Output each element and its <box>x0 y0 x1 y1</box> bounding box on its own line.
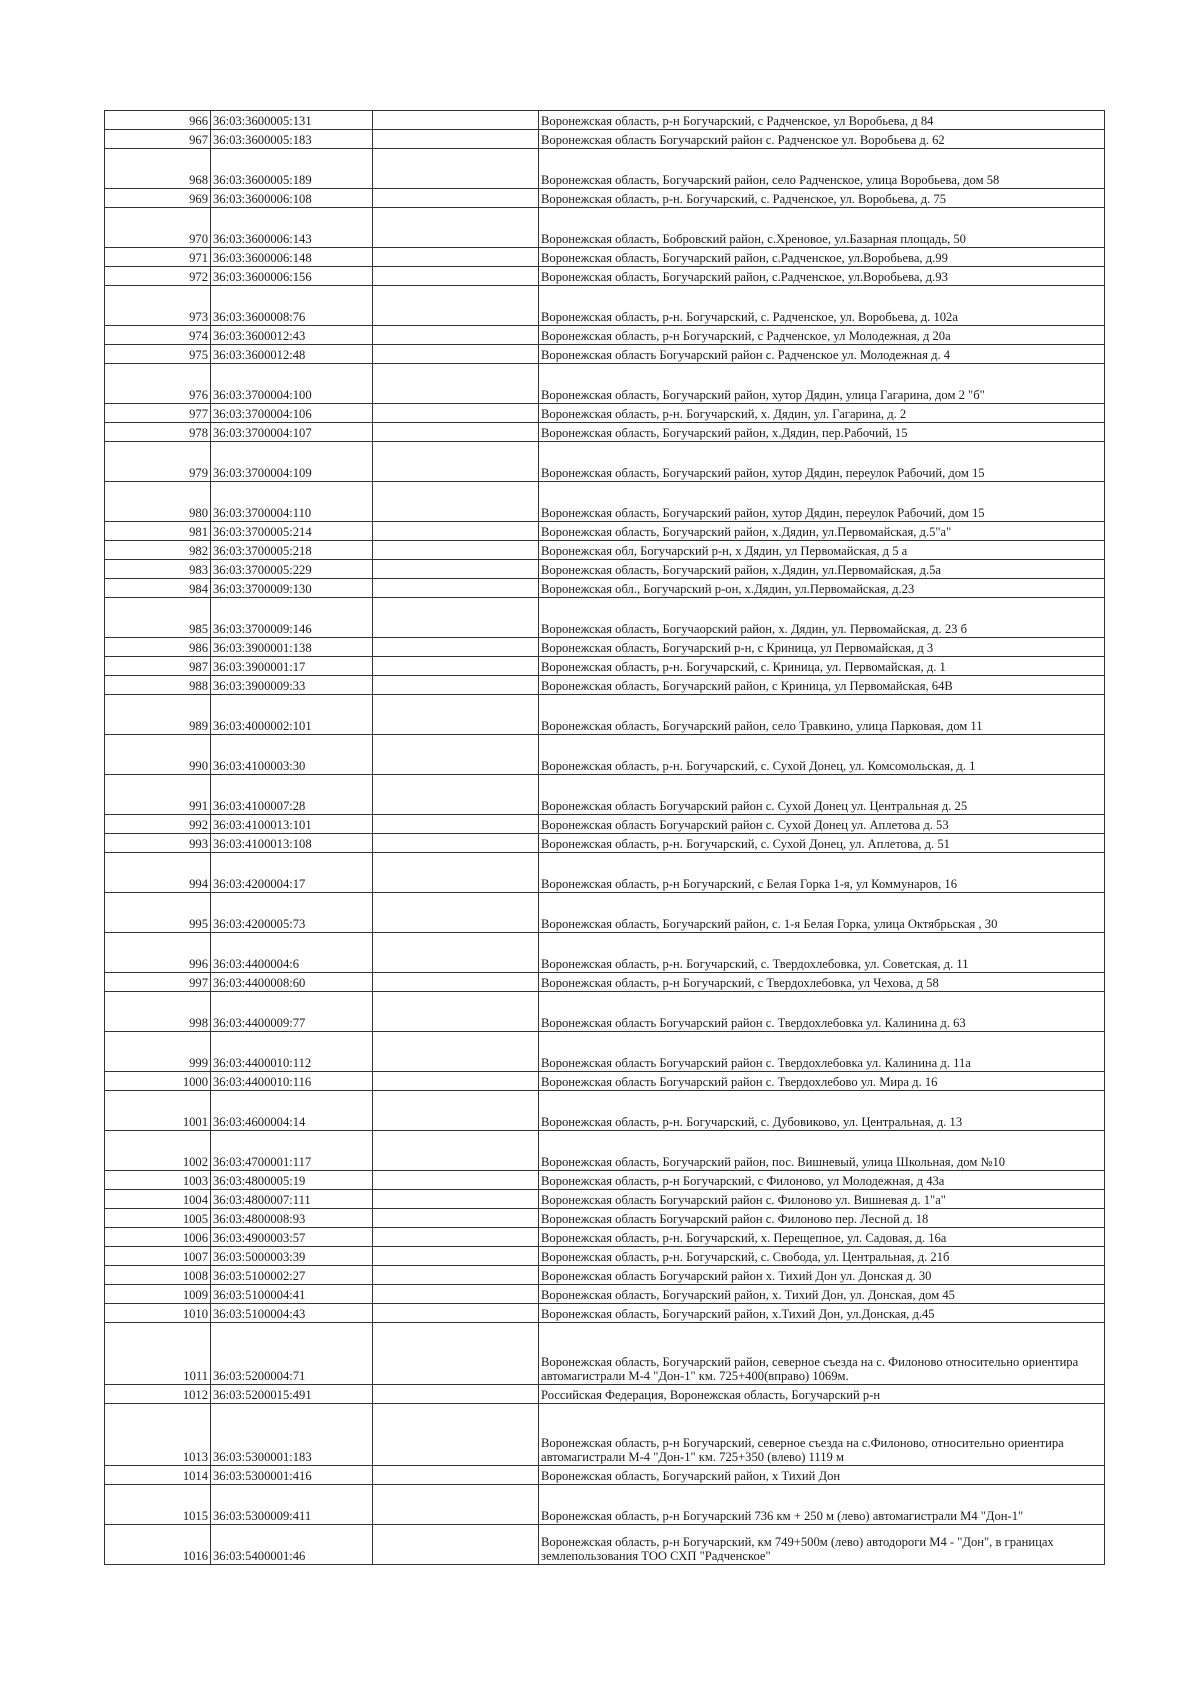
empty-cell <box>373 1466 539 1485</box>
table-row <box>105 442 1105 482</box>
address-cell: Воронежская область, Богучаорский район, х. Дядин, ул. Первомайская, д. 23 б <box>539 598 1105 638</box>
address-cell: Воронежская область Богучарский район с. Твердохлебово ул. Мира д. 16 <box>539 1072 1105 1091</box>
cadastral-number-cell: 36:03:4400010:112 <box>211 1032 373 1072</box>
table-row <box>105 676 1105 695</box>
address-cell: Воронежская область, Богучарский район, с Криница, ул Первомайская, 64В <box>539 676 1105 695</box>
table-row <box>105 1131 1105 1171</box>
table-row <box>105 1228 1105 1247</box>
cadastral-number-cell: 36:03:5300001:416 <box>211 1466 373 1485</box>
row-number-cell: 1012 <box>105 1385 211 1404</box>
table-row <box>105 404 1105 423</box>
cadastral-number-cell: 36:03:3700009:130 <box>211 579 373 598</box>
address-cell: Воронежская область, Богучарский район, с. 1-я Белая Горка, улица Октябрьская , 30 <box>539 893 1105 933</box>
cadastral-number-cell: 36:03:3600006:148 <box>211 248 373 267</box>
empty-cell <box>373 130 539 149</box>
cadastral-number-cell: 36:03:5300009:411 <box>211 1485 373 1525</box>
empty-cell <box>373 638 539 657</box>
address-cell: Воронежская область, р-н. Богучарский, с. Дубовиково, ул. Центральная, д. 13 <box>539 1091 1105 1131</box>
cadastral-number-cell: 36:03:5100004:41 <box>211 1285 373 1304</box>
row-number-cell: 976 <box>105 364 211 404</box>
empty-cell <box>373 1131 539 1171</box>
empty-cell <box>373 893 539 933</box>
address-cell: Воронежская область Богучарский район с. Твердохлебовка ул. Калинина д. 11а <box>539 1032 1105 1072</box>
row-number-cell: 980 <box>105 482 211 522</box>
cadastral-number-cell: 36:03:3900001:138 <box>211 638 373 657</box>
land-plots-table <box>104 110 1105 1565</box>
table-row <box>105 1285 1105 1304</box>
cadastral-number-cell: 36:03:3700004:110 <box>211 482 373 522</box>
address-cell: Воронежская область, Богучарский район, с.Радченское, ул.Воробьева, д.99 <box>539 248 1105 267</box>
cadastral-number-cell: 36:03:4400009:77 <box>211 992 373 1032</box>
table-row <box>105 853 1105 893</box>
row-number-cell: 984 <box>105 579 211 598</box>
row-number-cell: 970 <box>105 208 211 248</box>
address-cell: Воронежская область, Богучарский район, х. Тихий Дон, ул. Донская, дом 45 <box>539 1285 1105 1304</box>
cadastral-number-cell: 36:03:3700005:214 <box>211 522 373 541</box>
cadastral-number-cell: 36:03:4800008:93 <box>211 1209 373 1228</box>
table-row <box>105 541 1105 560</box>
row-number-cell: 997 <box>105 973 211 992</box>
row-number-cell: 995 <box>105 893 211 933</box>
empty-cell <box>373 149 539 189</box>
table-row <box>105 695 1105 735</box>
cadastral-number-cell: 36:03:3900001:17 <box>211 657 373 676</box>
cadastral-number-cell: 36:03:3600006:156 <box>211 267 373 286</box>
empty-cell <box>373 111 539 130</box>
row-number-cell: 966 <box>105 111 211 130</box>
table-row <box>105 326 1105 345</box>
cadastral-number-cell: 36:03:5400001:46 <box>211 1525 373 1565</box>
empty-cell <box>373 1285 539 1304</box>
table-row <box>105 267 1105 286</box>
address-cell: Воронежская область, р-н Богучарский, км 749+500м (лево) автодороги М4 - "Дон", в границах землепользования ТОО СХП "Радченское" <box>539 1525 1105 1565</box>
empty-cell <box>373 598 539 638</box>
empty-cell <box>373 404 539 423</box>
address-cell: Воронежская область, Богучарский район, х.Дядин, ул.Первомайская, д.5"а" <box>539 522 1105 541</box>
row-number-cell: 1001 <box>105 1091 211 1131</box>
row-number-cell: 994 <box>105 853 211 893</box>
row-number-cell: 967 <box>105 130 211 149</box>
table-row <box>105 933 1105 973</box>
address-cell: Воронежская область, р-н Богучарский, с Радченское, ул Молодежная, д 20а <box>539 326 1105 345</box>
table-row <box>105 973 1105 992</box>
row-number-cell: 1005 <box>105 1209 211 1228</box>
empty-cell <box>373 423 539 442</box>
empty-cell <box>373 657 539 676</box>
row-number-cell: 1007 <box>105 1247 211 1266</box>
cadastral-number-cell: 36:03:4900003:57 <box>211 1228 373 1247</box>
row-number-cell: 981 <box>105 522 211 541</box>
cadastral-number-cell: 36:03:5300001:183 <box>211 1404 373 1466</box>
cadastral-number-cell: 36:03:4800005:19 <box>211 1171 373 1190</box>
empty-cell <box>373 1304 539 1323</box>
row-number-cell: 1014 <box>105 1466 211 1485</box>
cadastral-number-cell: 36:03:5200004:71 <box>211 1323 373 1385</box>
row-number-cell: 1011 <box>105 1323 211 1385</box>
address-cell: Воронежская область Богучарский район с. Радченское ул. Молодежная д. 4 <box>539 345 1105 364</box>
empty-cell <box>373 364 539 404</box>
row-number-cell: 1010 <box>105 1304 211 1323</box>
row-number-cell: 985 <box>105 598 211 638</box>
cadastral-number-cell: 36:03:3900009:33 <box>211 676 373 695</box>
cadastral-number-cell: 36:03:4400004:6 <box>211 933 373 973</box>
address-cell: Воронежская область, р-н Богучарский, с Радченское, ул Воробьева, д 84 <box>539 111 1105 130</box>
address-cell: Воронежская область, Богучарский район, с.Радченское, ул.Воробьева, д.93 <box>539 267 1105 286</box>
address-cell: Воронежская область, Богучарский район, хутор Дядин, улица Гагарина, дом 2 "б" <box>539 364 1105 404</box>
row-number-cell: 1000 <box>105 1072 211 1091</box>
cadastral-number-cell: 36:03:4400010:116 <box>211 1072 373 1091</box>
row-number-cell: 1006 <box>105 1228 211 1247</box>
row-number-cell: 975 <box>105 345 211 364</box>
address-cell: Воронежская область Богучарский район с. Филоново ул. Вишневая д. 1"а" <box>539 1190 1105 1209</box>
table-row <box>105 834 1105 853</box>
cadastral-number-cell: 36:03:3600005:131 <box>211 111 373 130</box>
cadastral-number-cell: 36:03:5100004:43 <box>211 1304 373 1323</box>
table-row <box>105 657 1105 676</box>
empty-cell <box>373 735 539 775</box>
table-row <box>105 208 1105 248</box>
table-row <box>105 815 1105 834</box>
address-cell: Воронежская область, р-н. Богучарский, с. Твердохлебовка, ул. Советская, д. 11 <box>539 933 1105 973</box>
row-number-cell: 1016 <box>105 1525 211 1565</box>
cadastral-number-cell: 36:03:5200015:491 <box>211 1385 373 1404</box>
row-number-cell: 989 <box>105 695 211 735</box>
address-cell: Воронежская область Богучарский район с. Сухой Донец ул. Центральная д. 25 <box>539 775 1105 815</box>
address-cell: Воронежская область, Богучарский район, пос. Вишневый, улица Школьная, дом №10 <box>539 1131 1105 1171</box>
table-row <box>105 149 1105 189</box>
empty-cell <box>373 933 539 973</box>
table-row <box>105 189 1105 208</box>
address-cell: Воронежская область, Богучарский район, х.Дядин, пер.Рабочий, 15 <box>539 423 1105 442</box>
empty-cell <box>373 853 539 893</box>
cadastral-number-cell: 36:03:3600012:48 <box>211 345 373 364</box>
cadastral-number-cell: 36:03:5100002:27 <box>211 1266 373 1285</box>
empty-cell <box>373 1323 539 1385</box>
cadastral-number-cell: 36:03:3600012:43 <box>211 326 373 345</box>
row-number-cell: 986 <box>105 638 211 657</box>
cadastral-number-cell: 36:03:4700001:117 <box>211 1131 373 1171</box>
address-cell: Воронежская область Богучарский район с. Сухой Донец ул. Аплетова д. 53 <box>539 815 1105 834</box>
cadastral-number-cell: 36:03:5000003:39 <box>211 1247 373 1266</box>
empty-cell <box>373 442 539 482</box>
address-cell: Воронежская область, р-н Богучарский, северное съезда на с.Филоново, относительно ориентира автомагистрали М-4 "Дон-1" км. 725+350 (влево) 1119 м <box>539 1404 1105 1466</box>
table-row <box>105 1209 1105 1228</box>
empty-cell <box>373 695 539 735</box>
cadastral-number-cell: 36:03:4400008:60 <box>211 973 373 992</box>
cadastral-number-cell: 36:03:4000002:101 <box>211 695 373 735</box>
table-row <box>105 345 1105 364</box>
table-row <box>105 423 1105 442</box>
row-number-cell: 968 <box>105 149 211 189</box>
empty-cell <box>373 973 539 992</box>
empty-cell <box>373 1091 539 1131</box>
address-cell: Воронежская область Богучарский район с. Радченское ул. Воробьева д. 62 <box>539 130 1105 149</box>
row-number-cell: 999 <box>105 1032 211 1072</box>
row-number-cell: 987 <box>105 657 211 676</box>
address-cell: Воронежская обл., Богучарский р-он, х.Дядин, ул.Первомайская, д.23 <box>539 579 1105 598</box>
cadastral-number-cell: 36:03:3600006:108 <box>211 189 373 208</box>
address-cell: Воронежская обл, Богучарский р-н, х Дядин, ул Первомайская, д 5 а <box>539 541 1105 560</box>
cadastral-number-cell: 36:03:3600005:183 <box>211 130 373 149</box>
empty-cell <box>373 541 539 560</box>
table-body <box>105 111 1105 1565</box>
empty-cell <box>373 1032 539 1072</box>
row-number-cell: 1003 <box>105 1171 211 1190</box>
cadastral-number-cell: 36:03:3600008:76 <box>211 286 373 326</box>
cadastral-number-cell: 36:03:4800007:111 <box>211 1190 373 1209</box>
row-number-cell: 1009 <box>105 1285 211 1304</box>
cadastral-number-cell: 36:03:4200004:17 <box>211 853 373 893</box>
empty-cell <box>373 1525 539 1565</box>
address-cell: Воронежская область, р-н. Богучарский, с. Радченское, ул. Воробьева, д. 75 <box>539 189 1105 208</box>
empty-cell <box>373 1190 539 1209</box>
table-row <box>105 992 1105 1032</box>
row-number-cell: 969 <box>105 189 211 208</box>
empty-cell <box>373 1266 539 1285</box>
empty-cell <box>373 1072 539 1091</box>
address-cell: Воронежская область, Богучарский район, х.Дядин, ул.Первомайская, д.5а <box>539 560 1105 579</box>
cadastral-number-cell: 36:03:3600005:189 <box>211 149 373 189</box>
row-number-cell: 1004 <box>105 1190 211 1209</box>
address-cell: Воронежская область, р-н Богучарский, с Твердохлебовка, ул Чехова, д 58 <box>539 973 1105 992</box>
cadastral-number-cell: 36:03:4100007:28 <box>211 775 373 815</box>
table-row <box>105 1190 1105 1209</box>
address-cell: Воронежская область, Богучарский р-н, с Криница, ул Первомайская, д 3 <box>539 638 1105 657</box>
row-number-cell: 1008 <box>105 1266 211 1285</box>
empty-cell <box>373 326 539 345</box>
table-row <box>105 286 1105 326</box>
cadastral-number-cell: 36:03:3600006:143 <box>211 208 373 248</box>
cadastral-number-cell: 36:03:4200005:73 <box>211 893 373 933</box>
table-row <box>105 579 1105 598</box>
table-row <box>105 248 1105 267</box>
table-row <box>105 598 1105 638</box>
row-number-cell: 993 <box>105 834 211 853</box>
empty-cell <box>373 482 539 522</box>
address-cell: Воронежская область, р-н. Богучарский, с. Сухой Донец, ул. Аплетова, д. 51 <box>539 834 1105 853</box>
empty-cell <box>373 775 539 815</box>
table-row <box>105 893 1105 933</box>
table-row <box>105 130 1105 149</box>
row-number-cell: 991 <box>105 775 211 815</box>
row-number-cell: 978 <box>105 423 211 442</box>
table-row <box>105 1525 1105 1565</box>
address-cell: Воронежская область Богучарский район с. Твердохлебовка ул. Калинина д. 63 <box>539 992 1105 1032</box>
empty-cell <box>373 1385 539 1404</box>
address-cell: Воронежская область, Богучарский район, село Радченское, улица Воробьева, дом 58 <box>539 149 1105 189</box>
table-row <box>105 735 1105 775</box>
address-cell: Воронежская область, р-н. Богучарский, с. Свобода, ул. Центральная, д. 21б <box>539 1247 1105 1266</box>
address-cell: Воронежская область, Богучарский район, хутор Дядин, переулок Рабочий, дом 15 <box>539 442 1105 482</box>
cadastral-number-cell: 36:03:3700004:107 <box>211 423 373 442</box>
address-cell: Воронежская область, р-н. Богучарский, х. Дядин, ул. Гагарина, д. 2 <box>539 404 1105 423</box>
address-cell: Воронежская область, Богучарский район, х Тихий Дон <box>539 1466 1105 1485</box>
address-cell: Воронежская область, Бобровский район, с.Хреновое, ул.Базарная площадь, 50 <box>539 208 1105 248</box>
row-number-cell: 1013 <box>105 1404 211 1466</box>
table-row <box>105 1072 1105 1091</box>
empty-cell <box>373 834 539 853</box>
empty-cell <box>373 1485 539 1525</box>
cadastral-number-cell: 36:03:3700004:106 <box>211 404 373 423</box>
table-row <box>105 522 1105 541</box>
empty-cell <box>373 676 539 695</box>
address-cell: Воронежская область, Богучарский район, северное съезда на с. Филоново относительно ориентира автомагистрали М-4 "Дон-1" км. 725+400(вправо) 1069м. <box>539 1323 1105 1385</box>
address-cell: Воронежская область, р-н Богучарский 736 км + 250 м (лево) автомагистрали М4 "Дон-1" <box>539 1485 1105 1525</box>
row-number-cell: 990 <box>105 735 211 775</box>
address-cell: Воронежская область, Богучарский район, х.Тихий Дон, ул.Донская, д.45 <box>539 1304 1105 1323</box>
row-number-cell: 1002 <box>105 1131 211 1171</box>
empty-cell <box>373 208 539 248</box>
table-row <box>105 560 1105 579</box>
table-row <box>105 1404 1105 1466</box>
cadastral-number-cell: 36:03:4600004:14 <box>211 1091 373 1131</box>
address-cell: Воронежская область, р-н. Богучарский, с. Криница, ул. Первомайская, д. 1 <box>539 657 1105 676</box>
row-number-cell: 972 <box>105 267 211 286</box>
table-row <box>105 364 1105 404</box>
cadastral-number-cell: 36:03:3700004:109 <box>211 442 373 482</box>
empty-cell <box>373 1404 539 1466</box>
table-row <box>105 1485 1105 1525</box>
row-number-cell: 977 <box>105 404 211 423</box>
address-cell: Воронежская область, Богучарский район, село Травкино, улица Парковая, дом 11 <box>539 695 1105 735</box>
address-cell: Воронежская область, р-н Богучарский, с Белая Горка 1-я, ул Коммунаров, 16 <box>539 853 1105 893</box>
row-number-cell: 983 <box>105 560 211 579</box>
cadastral-number-cell: 36:03:4100003:30 <box>211 735 373 775</box>
row-number-cell: 979 <box>105 442 211 482</box>
empty-cell <box>373 1228 539 1247</box>
address-cell: Воронежская область, р-н. Богучарский, с. Радченское, ул. Воробьева, д. 102а <box>539 286 1105 326</box>
cadastral-number-cell: 36:03:3700004:100 <box>211 364 373 404</box>
address-cell: Российская Федерация, Воронежская область, Богучарский р-н <box>539 1385 1105 1404</box>
address-cell: Воронежская область Богучарский район с. Филоново пер. Лесной д. 18 <box>539 1209 1105 1228</box>
address-cell: Воронежская область, р-н. Богучарский, с. Сухой Донец, ул. Комсомольская, д. 1 <box>539 735 1105 775</box>
row-number-cell: 971 <box>105 248 211 267</box>
table-row <box>105 1304 1105 1323</box>
empty-cell <box>373 267 539 286</box>
cadastral-number-cell: 36:03:4100013:108 <box>211 834 373 853</box>
cadastral-number-cell: 36:03:3700005:218 <box>211 541 373 560</box>
empty-cell <box>373 345 539 364</box>
table-row <box>105 775 1105 815</box>
row-number-cell: 1015 <box>105 1485 211 1525</box>
empty-cell <box>373 1247 539 1266</box>
table-row <box>105 1247 1105 1266</box>
cadastral-number-cell: 36:03:3700005:229 <box>211 560 373 579</box>
empty-cell <box>373 815 539 834</box>
empty-cell <box>373 1209 539 1228</box>
table-row <box>105 1466 1105 1485</box>
empty-cell <box>373 1171 539 1190</box>
empty-cell <box>373 992 539 1032</box>
table-row <box>105 638 1105 657</box>
table-row <box>105 482 1105 522</box>
table-row <box>105 1266 1105 1285</box>
empty-cell <box>373 560 539 579</box>
address-cell: Воронежская область Богучарский район х. Тихий Дон ул. Донская д. 30 <box>539 1266 1105 1285</box>
table-row <box>105 1091 1105 1131</box>
address-cell: Воронежская область, Богучарский район, хутор Дядин, переулок Рабочий, дом 15 <box>539 482 1105 522</box>
table-row <box>105 1385 1105 1404</box>
cadastral-number-cell: 36:03:4100013:101 <box>211 815 373 834</box>
address-cell: Воронежская область, р-н. Богучарский, х. Перещепное, ул. Садовая, д. 16а <box>539 1228 1105 1247</box>
address-cell: Воронежская область, р-н Богучарский, с Филоново, ул Молодежная, д 43а <box>539 1171 1105 1190</box>
empty-cell <box>373 189 539 208</box>
table-row <box>105 111 1105 130</box>
table-row <box>105 1032 1105 1072</box>
empty-cell <box>373 286 539 326</box>
row-number-cell: 992 <box>105 815 211 834</box>
row-number-cell: 974 <box>105 326 211 345</box>
empty-cell <box>373 248 539 267</box>
empty-cell <box>373 579 539 598</box>
row-number-cell: 973 <box>105 286 211 326</box>
row-number-cell: 998 <box>105 992 211 1032</box>
row-number-cell: 996 <box>105 933 211 973</box>
cadastral-number-cell: 36:03:3700009:146 <box>211 598 373 638</box>
table-row <box>105 1323 1105 1385</box>
table-row <box>105 1171 1105 1190</box>
row-number-cell: 982 <box>105 541 211 560</box>
row-number-cell: 988 <box>105 676 211 695</box>
empty-cell <box>373 522 539 541</box>
